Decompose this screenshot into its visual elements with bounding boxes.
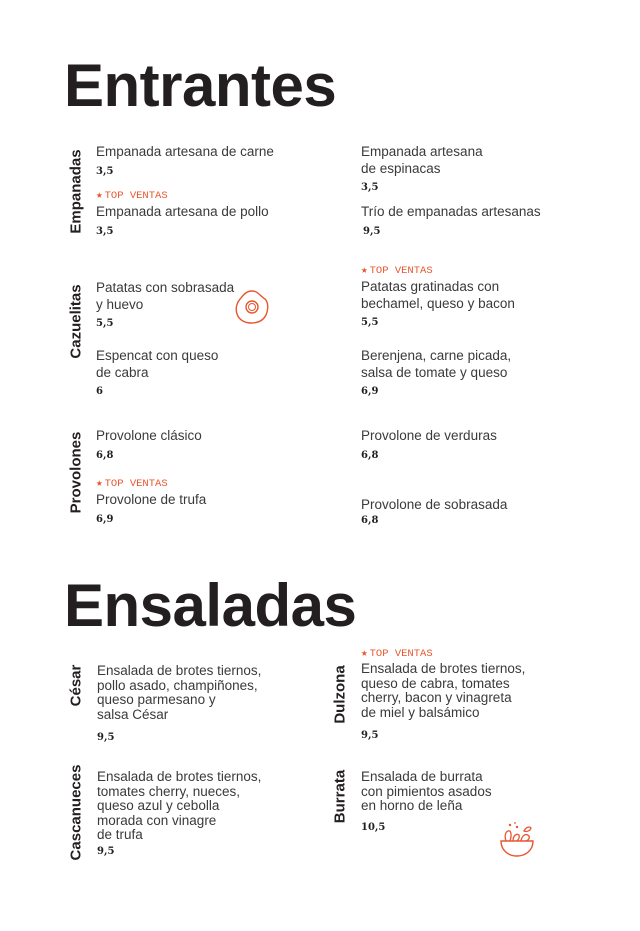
group-label-empanadas: Empanadas <box>67 149 85 234</box>
menu-item <box>361 497 601 526</box>
menu-item <box>361 204 601 237</box>
item-name: Provolone de verduras <box>361 428 497 443</box>
item-price: 3,5 <box>96 225 114 237</box>
section-title-ensaladas: Ensaladas <box>64 572 357 639</box>
item-price: 3,5 <box>361 182 379 193</box>
item-name: Berenjena, carne picada, salsa de tomate y queso <box>361 348 512 380</box>
menu-item <box>96 144 336 177</box>
item-price: 6,8 <box>361 514 379 526</box>
menu-item <box>96 477 336 525</box>
group-label-cesar: César <box>67 664 85 707</box>
item-name: Provolone de trufa <box>96 492 207 507</box>
top-ventas-badge: ★ TOP VENTAS <box>361 648 433 660</box>
menu-item <box>96 348 336 397</box>
item-name: Trío de empanadas artesanas <box>361 204 541 219</box>
section-title-entrantes: Entrantes <box>64 52 337 119</box>
item-price: 6 <box>96 386 103 397</box>
item-price: 5,5 <box>96 318 114 329</box>
item-price: 3,5 <box>96 165 114 177</box>
item-price: 10,5 <box>361 821 386 833</box>
group-label-dulzona: Dulzona <box>331 665 349 724</box>
item-name: Provolone de sobrasada <box>361 497 508 512</box>
salad-bowl-icon <box>498 821 536 859</box>
top-ventas-badge: ★ TOP VENTAS <box>96 190 168 202</box>
star-icon: ★ <box>361 265 368 277</box>
item-price: 9,5 <box>97 732 115 743</box>
menu-item <box>361 144 601 193</box>
item-price: 5,5 <box>361 317 379 328</box>
star-icon: ★ <box>96 190 103 202</box>
item-name: Empanada artesana de pollo <box>96 204 269 219</box>
menu-item <box>96 280 336 329</box>
top-ventas-badge: ★ TOP VENTAS <box>96 478 168 490</box>
item-name: Provolone clásico <box>96 428 202 443</box>
item-name: Empanada artesana de carne <box>96 144 274 159</box>
star-icon: ★ <box>361 648 368 660</box>
item-price: 6,8 <box>361 449 379 461</box>
item-name: Ensalada de brotes tiernos, tomates cherry, nueces, queso azul y cebolla morada con vinagre de trufa <box>97 769 262 842</box>
item-price: 9,5 <box>363 225 381 237</box>
menu-item <box>96 428 336 461</box>
item-name: Ensalada de brotes tiernos, queso de cabra, tomates cherry, bacon y vinagreta de miel y balsámico <box>361 661 526 720</box>
group-label-burrata: Burrata <box>331 769 349 824</box>
item-price: 6,8 <box>96 449 114 461</box>
menu-item <box>361 348 601 397</box>
top-ventas-badge: ★ TOP VENTAS <box>361 265 433 277</box>
menu-item <box>97 664 337 743</box>
item-name: Patatas gratinadas con bechamel, queso y bacon <box>361 279 515 311</box>
group-label-cazuelitas: Cazuelitas <box>67 284 85 359</box>
item-name: Ensalada de burrata con pimientos asados en horno de leña <box>361 769 492 813</box>
menu-item <box>97 770 337 857</box>
item-price: 6,9 <box>96 513 114 525</box>
item-name: Empanada artesana de espinacas <box>361 144 483 176</box>
fried-egg-icon <box>233 288 271 326</box>
star-icon: ★ <box>96 478 103 490</box>
group-label-cascanueces: Cascanueces <box>67 764 85 861</box>
item-price: 9,5 <box>361 730 379 741</box>
item-name: Ensalada de brotes tiernos, pollo asado, champiñones, queso parmesano y salsa César <box>97 663 262 722</box>
menu-item <box>361 428 601 461</box>
menu-item <box>96 189 336 237</box>
item-price: 6,9 <box>361 386 379 397</box>
item-name: Patatas con sobrasada y huevo <box>96 280 235 312</box>
group-label-provolones: Provolones <box>67 431 85 514</box>
item-price: 9,5 <box>97 845 115 857</box>
menu-item <box>361 264 601 328</box>
menu-item <box>361 647 601 741</box>
item-name: Espencat con queso de cabra <box>96 348 219 380</box>
menu-item <box>361 770 601 833</box>
